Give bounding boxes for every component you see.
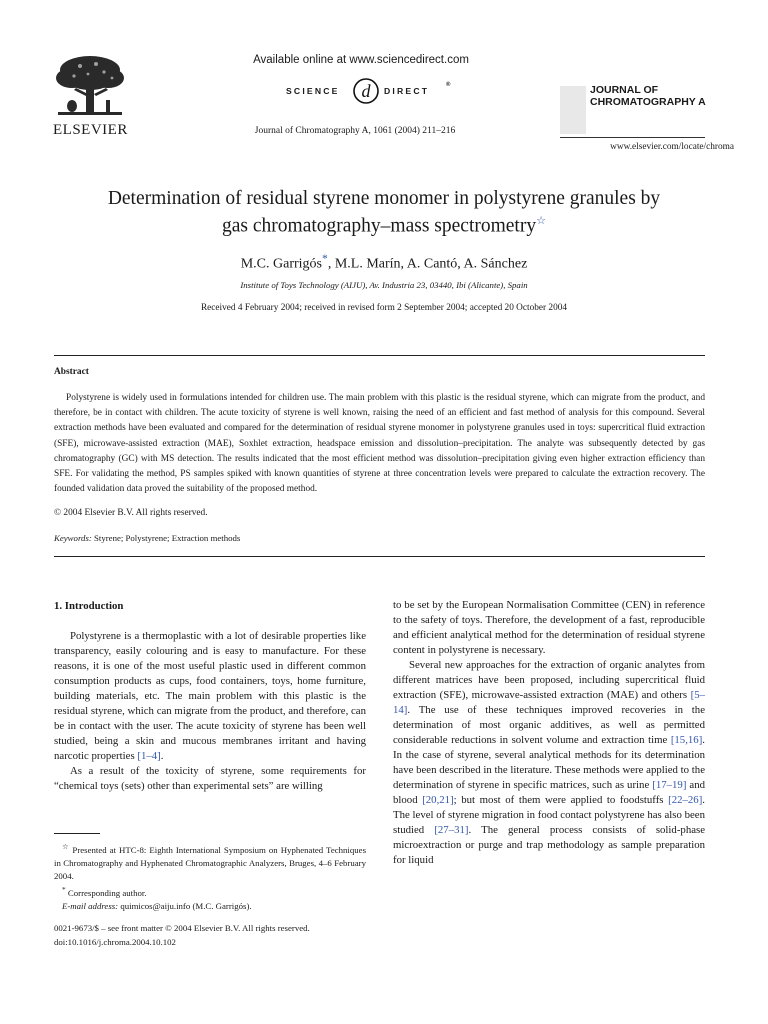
received-dates: Received 4 February 2004; received in revised form 2 September 2004; accepted 20 October 2004 xyxy=(200,303,568,313)
sd-left-word: SCIENCE xyxy=(286,86,340,96)
citation-link[interactable]: [20,21] xyxy=(422,794,454,806)
elsevier-tree-logo xyxy=(50,52,130,120)
authors-rest: , M.L. Marín, A. Cantó, A. Sánchez xyxy=(327,256,528,272)
journal-title-line2: CHROMATOGRAPHY A xyxy=(590,96,706,108)
paragraph: to be set by the European Normalisation Committee (CEN) in reference to the safety of toys. Therefore, the development of a fast, reproducible and efficient analytical method for the determination of residual styrene content in polystyrene is necessary. xyxy=(393,599,705,656)
available-online-text: Available online at www.sciencedirect.com xyxy=(253,54,469,66)
keywords xyxy=(54,533,240,543)
title-line1: Determination of residual styrene monomer in polystyrene granules by xyxy=(107,188,661,209)
issn-line: 0021-9673/$ – see front matter © 2004 Elsevier B.V. All rights reserved. xyxy=(54,923,310,933)
footnotes xyxy=(54,840,366,913)
paragraph: As a result of the toxicity of styrene, some requirements for “chemical toys (sets) other than experimental sets” are willing xyxy=(54,765,366,792)
footnote-email: E-mail address: quimicos@aiju.info (M.C. Garrigós). xyxy=(62,900,252,911)
affiliation: Institute of Toys Technology (AIJU), Av. Industria 23, 03440, Ibi (Alicante), Spain xyxy=(240,280,528,290)
sd-right-word: DIRECT xyxy=(384,86,430,96)
citation-link[interactable]: [1–4] xyxy=(137,750,161,762)
bottom-info xyxy=(54,921,384,949)
sd-mark: ® xyxy=(446,82,451,88)
citation-link[interactable]: [5–14] xyxy=(393,689,705,716)
journal-url[interactable]: www.elsevier.com/locate/chroma xyxy=(610,142,734,152)
divider-bottom xyxy=(54,556,705,557)
citation-link[interactable]: [15,16] xyxy=(670,734,703,746)
title-footnote-mark[interactable]: ☆ xyxy=(536,215,546,227)
publisher-name: ELSEVIER xyxy=(53,122,128,138)
sd-at-icon xyxy=(350,74,382,106)
paragraph: Polystyrene is a thermoplastic with a lot of desirable properties like transparency, easily colouring and is easy to manufacture. For these reasons, it is one of the most useful plastic used in different common consumption products as cups, food containers, toys, home furniture, building materials, etc. The main problem with this plastic is the residual styrene, which can migrate from the product, and therefore, can be in contact with the user. The acute toxicity of styrene has been well studied, being a skin and mucous membranes irritant and having narcotic properties [1–4]. xyxy=(54,630,366,762)
journal-cover-thumbnail xyxy=(560,86,586,134)
article-title xyxy=(40,187,728,238)
footnote-rule xyxy=(54,833,100,834)
email-link[interactable]: quimicos@aiju.info (M.C. Garrigós). xyxy=(120,900,252,911)
journal-title-line1: JOURNAL OF xyxy=(590,84,659,96)
journal-rule xyxy=(560,137,705,138)
author-list xyxy=(80,252,688,273)
title-line2: gas chromatography–mass spectrometry xyxy=(222,215,537,237)
abstract-text: Polystyrene is widely used in formulations intended for children use. The main problem with this plastic is the residual styrene, which can migrate from the product, and therefore, be in contact with children. The acute toxicity of styrene is well known, raising the need of an efficient and fast method of analysis for this compound. Several extraction methods have been evaluated and compared for the determination of residual styrene monomer in polystyrene granules used in toys: supercritical fluid extraction (SFE), microwave-assisted extraction (MAE), Soxhlet extraction, headspace emission and dissolution–precipitation. The analyte was subsequently detected by gas chromatography (GC) with MS detection. The results indicated that the most efficient method was dissolution–precipitation giving even higher extraction efficiency than SFE. For validating the method, PS samples spiked with known quantities of styrene at three concentration levels were prepared to calculate the extraction recovery. The founded validation data proved the suitability of the proposed method. xyxy=(54,393,705,495)
citation-link[interactable]: [17–19] xyxy=(652,779,687,791)
divider-top xyxy=(54,355,705,356)
sciencedirect-logo xyxy=(280,76,458,106)
citation-link[interactable]: [22–26] xyxy=(668,794,703,806)
citation-link[interactable]: [27–31] xyxy=(434,824,469,836)
corresponding-mark[interactable]: * xyxy=(321,252,328,265)
author-first: M.C. Garrigós xyxy=(240,256,322,272)
left-column xyxy=(54,629,366,794)
keywords-label: Keywords: xyxy=(54,533,92,543)
paragraph: Several new approaches for the extraction of organic analytes from different matrices have been proposed, including supercritical fluid extraction (SFE), microwave-assisted extraction (MAE) and others [5–14]. The use of these techniques improved recoveries in the determination of most organic additives, as well as permitted considerable reductions in solvent volume and extraction time [15,16]. In the case of styrene, several analytical methods for its determination have been described in the literature. These methods were applied to the determination of styrene in specific matrices, such as urine [17–19] and blood [20,21]; but most of them were applied to foodstuffs [22–26]. The level of styrene migration in food contact polystyrene has also been studied [27–31]. The general process consists of solid-phase microextraction or purge and trap methodology as sample preparation for liquid xyxy=(393,659,706,866)
footnote-corresponding: * Corresponding author. xyxy=(62,884,147,898)
keywords-value: Styrene; Polystyrene; Extraction methods xyxy=(94,533,241,543)
footnote-star: ☆ Presented at HTC-8: Eighth International Symposium on Hyphenated Techniques in Chromatography and Hyphenated Chromatographic Analyzers, Bruges, 4–6 February 2004. xyxy=(54,842,366,881)
svg-text:d: d xyxy=(361,81,371,101)
journal-reference: Journal of Chromatography A, 1061 (2004) 211–216 xyxy=(254,126,456,136)
abstract-copyright: © 2004 Elsevier B.V. All rights reserved. xyxy=(54,508,208,518)
right-column xyxy=(393,598,705,868)
abstract-heading: Abstract xyxy=(54,367,89,377)
journal-title xyxy=(590,84,730,108)
section-heading: 1. Introduction xyxy=(54,600,124,612)
doi-line[interactable]: doi:10.1016/j.chroma.2004.10.102 xyxy=(54,937,176,947)
